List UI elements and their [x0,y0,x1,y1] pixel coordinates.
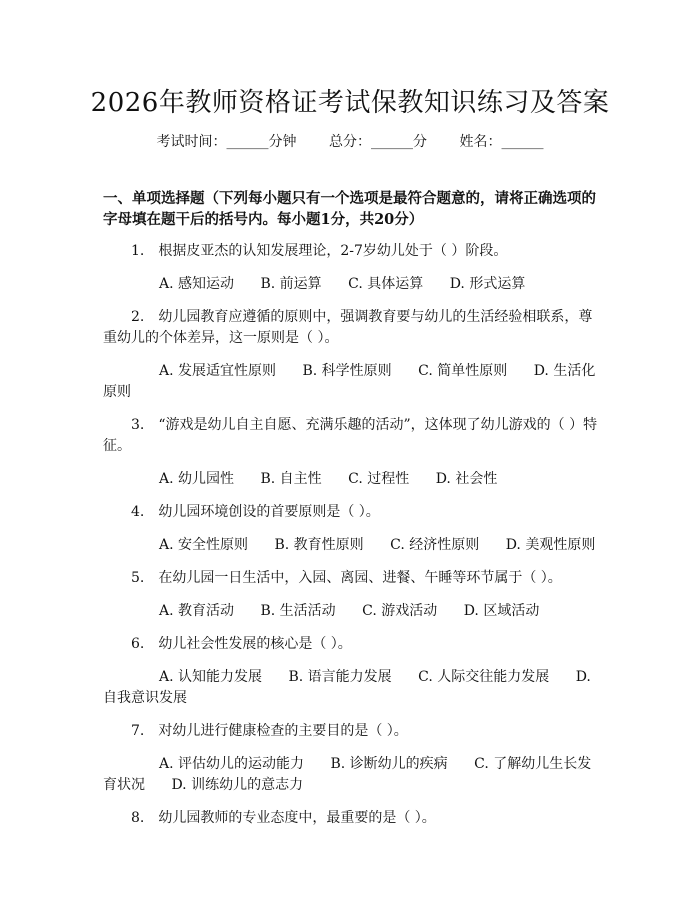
option-a: A. 教育活动 [159,603,235,619]
option-list [103,274,603,295]
question-item [103,568,603,622]
option-c: C. 游戏活动 [362,603,438,619]
option-d: D. 训练幼儿的意志力 [171,777,304,793]
exam-meta [0,131,700,151]
option-list [103,754,603,796]
option-b: B. 教育性原则 [274,537,364,553]
option-b: B. 科学性原则 [302,363,392,379]
option-a: A. 发展适宜性原则 [159,363,277,379]
option-list [103,361,603,403]
option-a: A. 安全性原则 [159,537,249,553]
option-a: A. 评估幼儿的运动能力 [159,756,305,772]
option-d: D. 自我意识发展 [103,669,591,706]
option-b: B. 语言能力发展 [288,669,392,685]
question-item [103,415,603,490]
question-text: 8. 幼儿园教师的专业态度中，最重要的是（ ）。 [131,810,436,826]
option-list [103,535,603,556]
question-text: 3. “游戏是幼儿自主自愿、充满乐趣的活动”，这体现了幼儿游戏的（ ）特征。 [103,417,598,454]
option-c: C. 了解幼儿生长发育状况 [103,756,592,793]
option-c: C. 过程性 [348,471,410,487]
option-c: C. 具体运算 [348,276,424,292]
option-d: D. 区域活动 [463,603,540,619]
option-b: B. 自主性 [260,471,322,487]
option-c: C. 简单性原则 [418,363,508,379]
section-heading: 一、单项选择题（下列每小题只有一个选项是最符合题意的，请将正确选项的字母填在题干后的括号内。每小题1分，共20分） [103,190,596,228]
page-title: 2026年教师资格证考试保教知识练习及答案 [90,88,610,118]
total-score-field: 总分：______分 [329,134,427,150]
option-b: B. 生活活动 [260,603,336,619]
question-item [103,634,603,709]
option-d: D. 社会性 [435,471,498,487]
option-a: A. 幼儿园性 [159,471,235,487]
option-d: D. 生活化原则 [103,363,596,400]
question-text: 4. 幼儿园环境创设的首要原则是（ ）。 [131,504,380,520]
option-d: D. 形式运算 [449,276,526,292]
option-c: C. 人际交往能力发展 [418,669,550,685]
option-list [103,601,603,622]
question-item [103,307,603,403]
option-list [103,469,603,490]
question-item [103,241,603,295]
option-d: D. 美观性原则 [505,537,596,553]
option-a: A. 认知能力发展 [159,669,263,685]
option-a: A. 感知运动 [159,276,235,292]
question-text: 7. 对幼儿进行健康检查的主要目的是（ ）。 [131,723,408,739]
question-item [103,808,603,829]
question-text: 6. 幼儿社会性发展的核心是（ ）。 [131,636,352,652]
option-b: B. 前运算 [260,276,322,292]
question-text: 5. 在幼儿园一日生活中，入园、离园、进餐、午睡等环节属于（ ）。 [131,570,562,586]
question-text: 2. 幼儿园教育应遵循的原则中，强调教育要与幼儿的生活经验相联系，尊重幼儿的个体差异，这一原则是（ ）。 [103,309,593,346]
question-text: 1. 根据皮亚杰的认知发展理论，2-7岁幼儿处于（ ）阶段。 [131,243,508,259]
option-list [103,667,603,709]
question-item [103,721,603,796]
question-item [103,502,603,556]
option-c: C. 经济性原则 [390,537,480,553]
question-list [103,241,603,841]
exam-time-field: 考试时间：______分钟 [156,134,297,150]
name-field: 姓名：______ [459,134,544,150]
option-b: B. 诊断幼儿的疾病 [330,756,448,772]
